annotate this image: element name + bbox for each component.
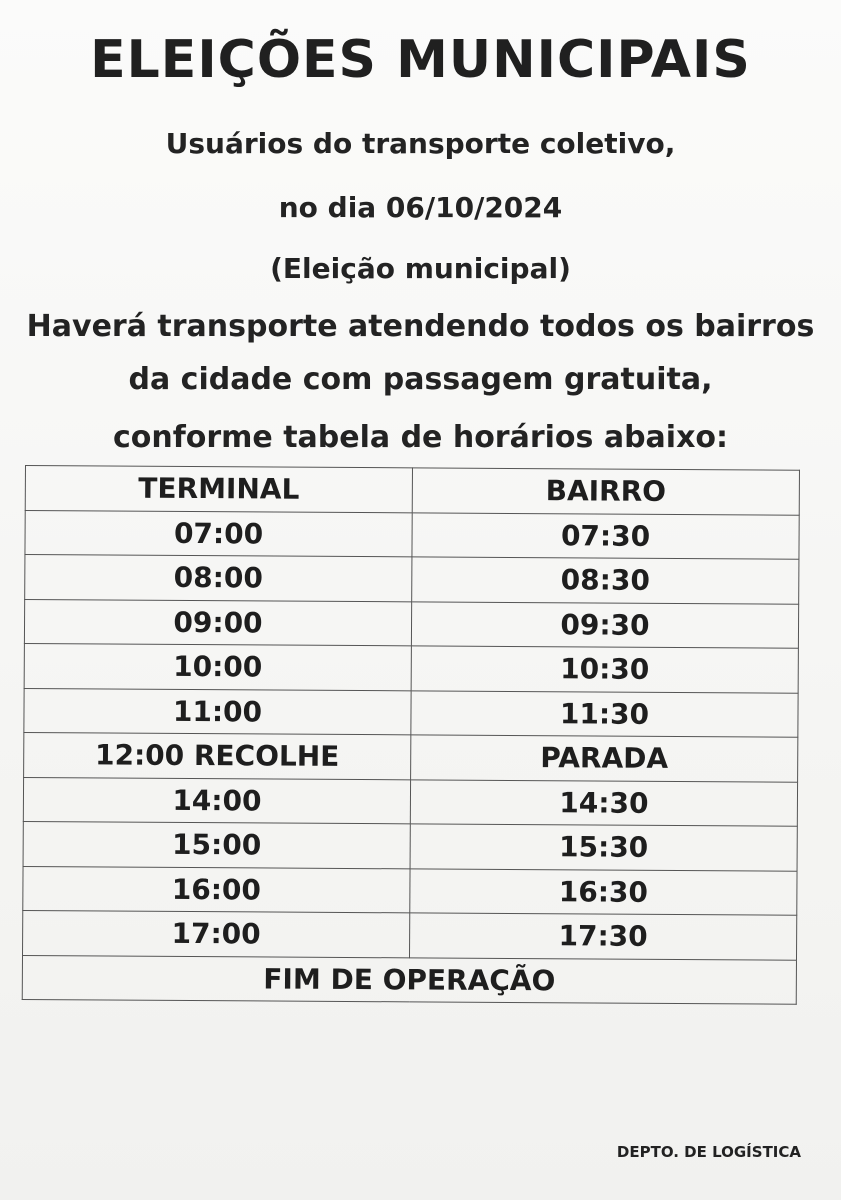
intro-line-2: no dia 06/10/2024 — [278, 191, 563, 224]
terminal-time: 12:00 RECOLHE — [24, 732, 411, 779]
table-row — [25, 510, 799, 559]
bairro-time: 07:30 — [412, 512, 799, 559]
terminal-time: 17:00 — [23, 910, 410, 957]
intro-line-4: Haverá transporte atendendo todos os bairros — [26, 309, 815, 344]
table-row — [25, 555, 799, 604]
bairro-time: PARADA — [411, 735, 798, 782]
terminal-time: 14:00 — [23, 777, 410, 824]
terminal-time: 07:00 — [25, 510, 412, 557]
intro-line-3: (Eleição municipal) — [270, 252, 571, 285]
bairro-time: 17:30 — [409, 913, 796, 960]
terminal-time: 10:00 — [24, 643, 411, 690]
end-of-operation: FIM DE OPERAÇÃO — [22, 955, 796, 1004]
table-row — [23, 821, 797, 870]
table-row — [24, 688, 798, 737]
header-bairro: BAIRRO — [412, 468, 799, 515]
bairro-time: 15:30 — [410, 824, 797, 871]
bairro-time: 14:30 — [410, 779, 797, 826]
intro-line-6: conforme tabela de horários abaixo: — [112, 420, 729, 455]
header-terminal: TERMINAL — [25, 466, 412, 513]
intro-line-1: Usuários do transporte coletivo, — [165, 127, 676, 160]
terminal-time: 11:00 — [24, 688, 411, 735]
schedule-table — [22, 465, 800, 1005]
bairro-time: 08:30 — [412, 557, 799, 604]
table-row — [24, 732, 798, 781]
terminal-time: 16:00 — [23, 866, 410, 913]
table-row — [24, 599, 798, 648]
table-footer-row — [22, 955, 796, 1004]
bairro-time: 11:30 — [411, 690, 798, 737]
intro-line-5: da cidade com passagem gratuita, — [128, 362, 713, 397]
terminal-time: 15:00 — [23, 821, 410, 868]
department-signature: DEPTO. DE LOGÍSTICA — [616, 1143, 801, 1161]
table-row — [23, 910, 797, 959]
table-row — [23, 777, 797, 826]
table-row — [24, 643, 798, 692]
bairro-time: 10:30 — [411, 646, 798, 693]
table-row — [23, 866, 797, 915]
terminal-time: 08:00 — [25, 555, 412, 602]
bairro-time: 09:30 — [411, 601, 798, 648]
table-header-row — [25, 466, 799, 515]
terminal-time: 09:00 — [24, 599, 411, 646]
bairro-time: 16:30 — [410, 868, 797, 915]
page-title: ELEIÇÕES MUNICIPAIS — [90, 30, 751, 90]
